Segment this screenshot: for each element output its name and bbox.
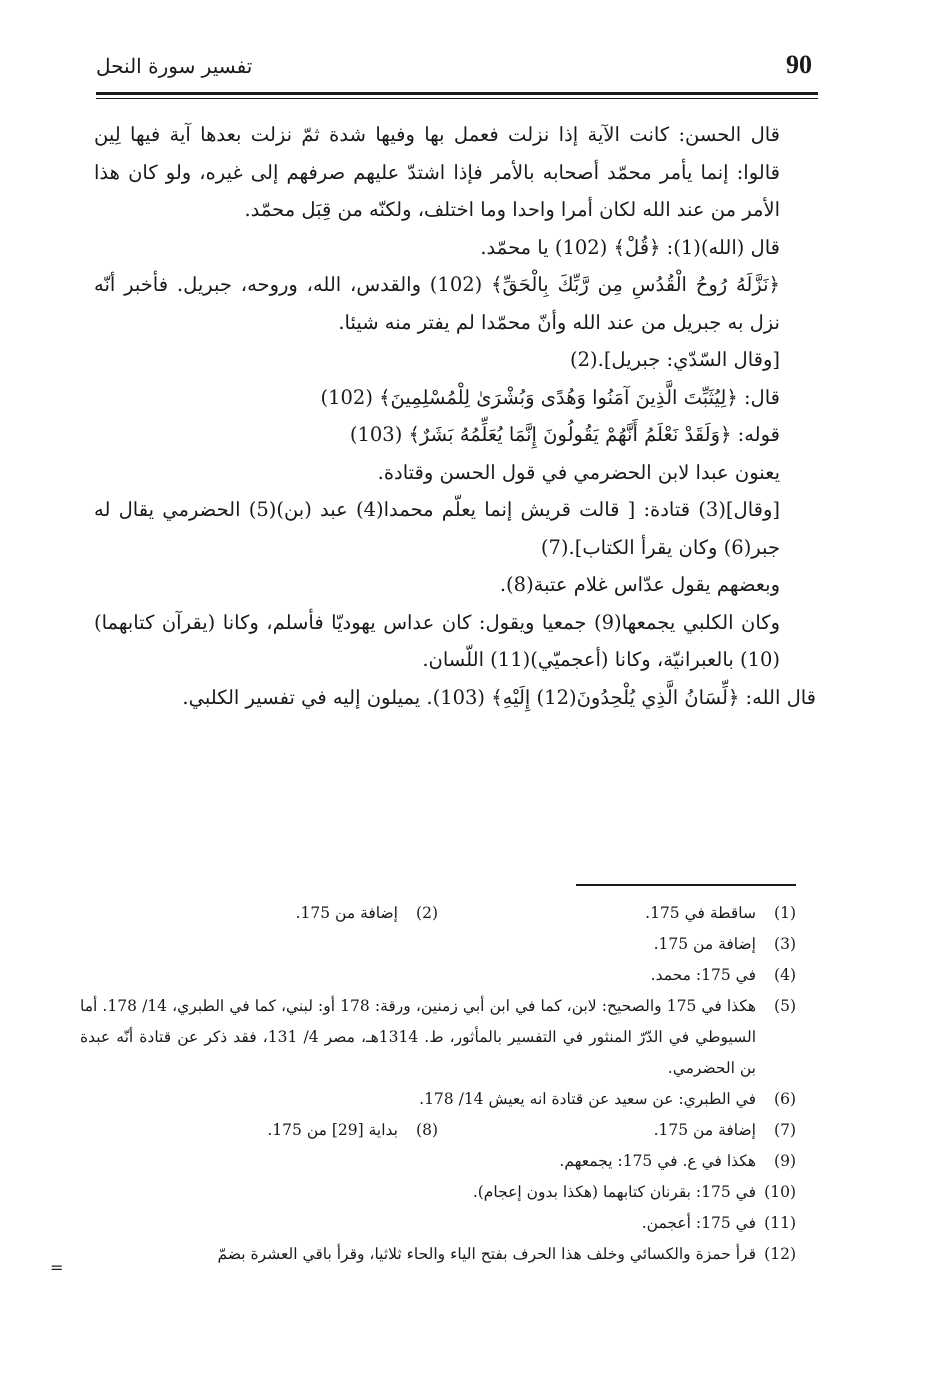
footnote-text: إضافة من 175. (653, 1121, 756, 1139)
footnote-number: (9) (774, 1152, 796, 1170)
footnote (438, 1115, 796, 1146)
footnote-text: إضافة من 175. (653, 935, 756, 953)
footnote-text: قرأ حمزة والكسائي وخلف هذا الحرف بفتح الياء والحاء ثلاثيا، وقرأ باقي العشرة بضمّ (217, 1245, 756, 1263)
footnote-text: في 175: بقرنان كتابهما (هكذا بدون إعجام). (472, 1183, 756, 1201)
footnote-number: (2) (416, 904, 438, 922)
footnote-text: في 175: أعجمن. (641, 1214, 756, 1232)
footnote (80, 991, 796, 1084)
running-title: تفسير سورة النحل (96, 54, 253, 78)
footnote (80, 1208, 796, 1239)
paragraph: قوله: ﴿وَلَقَدْ نَعْلَمُ أَنَّهُمْ يَقُولُونَ إِنَّمَا يُعَلِّمُهُ بَشَرٌ﴾ (103) (349, 423, 780, 446)
footnote-text: بداية [29] من 175. (267, 1121, 398, 1139)
footnote-text: هكذا في ع. في 175: يجمعهم. (559, 1152, 756, 1170)
footnote (80, 1239, 796, 1270)
paragraph: ﴿نَزَّلَهُ رُوحُ الْقُدُسِ مِن رَّبِّكَ بِالْحَقِّ﴾ (102) والقدس، الله، وروحه، جبريل. فأخبر أنّه نزل به جبريل من عند الله وأنّ محمّدا لم يفتر منه شيئا. (94, 273, 780, 334)
header-rule-thin (96, 98, 818, 99)
footnote-number: (4) (774, 966, 796, 984)
footnote-number: (1) (774, 904, 796, 922)
footnote-text: ساقطة في 175. (645, 904, 756, 922)
footnote-rule (576, 884, 796, 886)
footnote (80, 1115, 438, 1146)
continuation-mark: = (50, 1258, 64, 1277)
footnote-row (80, 1115, 796, 1146)
footnote (80, 1177, 796, 1208)
footnote (438, 898, 796, 929)
paragraph: قال الحسن: كانت الآية إذا نزلت فعمل بها وفيها شدة ثمّ نزلت بعدها آية فيها لِين قالوا: إنما يأمر محمّد أصحابه بالأمر فإذا اشتدّ عليهم صرفهم إلى غيره، ولو كان هذا الأمر من عند الله لكان أمرا واحدا وما اختلف، ولكنّه من قِبَل محمّد. (94, 123, 780, 221)
footnote-number: (10) (764, 1183, 796, 1201)
footnote-number: (12) (764, 1245, 796, 1263)
footnote-row (80, 898, 796, 929)
footnote-number: (8) (416, 1121, 438, 1139)
footnote-text: في الطبري: عن سعيد عن قتادة انه يعيش 14/ 178. (419, 1090, 756, 1108)
footnote (80, 929, 796, 960)
footnote (80, 898, 438, 929)
footnotes (80, 898, 796, 1270)
footnote-number: (11) (764, 1214, 796, 1232)
footnote (80, 1084, 796, 1115)
paragraph: وبعضهم يقول عدّاس غلام عتبة(8). (499, 573, 780, 596)
footnote (80, 1146, 796, 1177)
footnote-number: (5) (774, 997, 796, 1015)
header-rule (96, 92, 818, 95)
paragraph: وكان الكلبي يجمعها(9) جمعيا ويقول: كان عداس يهوديّا فأسلم، وكانا (يقرآن كتابهما)(10) بالعبرانيّة، وكانا (أعجميّي)(11) اللّسان. (94, 610, 780, 671)
paragraph: [وقال السّدّي: جبريل].(2) (569, 348, 780, 371)
paragraph: [وقال](3) قتادة: [ قالت قريش إنما يعلّم محمدا(4) عبد (بن)(5) الحضرمي يقال له جبر(6) وكان يقرأ الكتاب].(7) (94, 498, 780, 559)
footnote-text: في 175: محمد. (650, 966, 756, 984)
footnote-number: (7) (774, 1121, 796, 1139)
main-text (94, 116, 816, 716)
footnote-number: (6) (774, 1090, 796, 1108)
paragraph: قال الله: ﴿لِّسَانُ الَّذِي يُلْحِدُونَ(12) إِلَيْهِ﴾ (103). يميلون إليه في تفسير الكلبي. (182, 685, 816, 709)
page-number: 90 (786, 50, 812, 79)
footnote-text: هكذا في 175 والصحيح: لابن، كما في ابن أبي زمنين، ورقة: 178 أو: لبني، كما في الطبري، 14/ 178. أما السيوطي في الدّرّ المنثور في التفسير بالمأثور، ط. 1314هـ، مصر 4/ 131، فقد ذكر عن قتادة أنّه عبدة بن الحضرمي. (80, 997, 757, 1077)
footnote-number: (3) (774, 935, 796, 953)
paragraph: يعنون عبدا لابن الحضرمي في قول الحسن وقتادة. (377, 460, 780, 484)
footnote (80, 960, 796, 991)
page-header (96, 44, 816, 90)
paragraph: قال: ﴿لِيُثَبِّتَ الَّذِينَ آمَنُوا وَهُدًى وَبُشْرَىٰ لِلْمُسْلِمِينَ﴾ (102) (320, 385, 780, 409)
paragraph: قال (الله)(1): ﴿قُلْ﴾ (102) يا محمّد. (480, 235, 780, 259)
footnote-text: إضافة من 175. (295, 904, 398, 922)
